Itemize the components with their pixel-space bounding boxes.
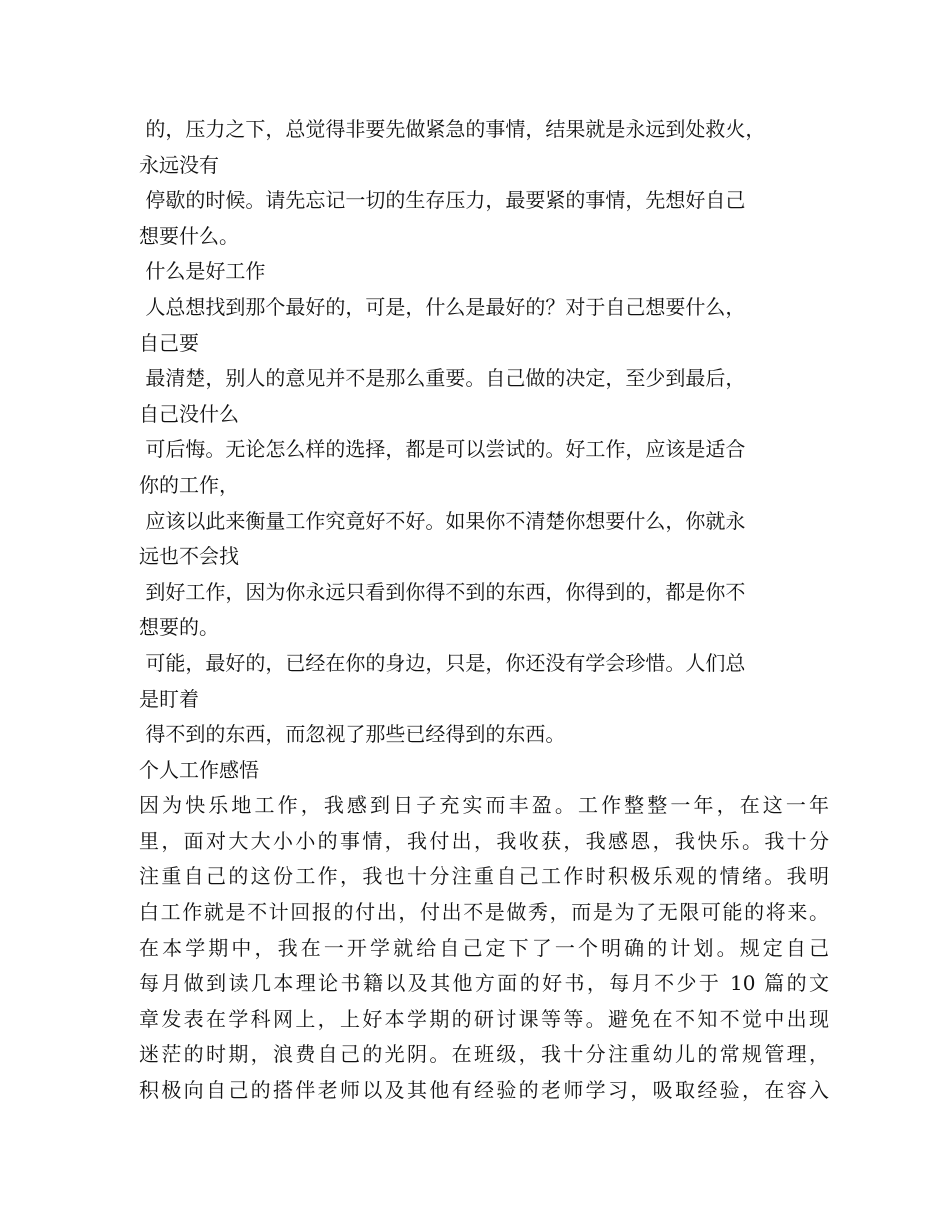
text-line: 章发表在学科网上，上好本学期的研讨课等等。避免在不知不觉中出现 [139, 1006, 829, 1031]
section-heading: 什么是好工作 [139, 259, 266, 284]
text-line: 里，面对大大小小的事情，我付出，我收获，我感恩，我快乐。我十分 [139, 828, 829, 853]
text-line: 可能，最好的，已经在你的身边，只是，你还没有学会珍惜。人们总 [139, 650, 746, 675]
text-line: 积极向自己的搭伴老师以及其他有经验的老师学习，吸取经验，在容入 [139, 1078, 829, 1103]
text-line: 迷茫的时期，浪费自己的光阴。在班级，我十分注重幼儿的常规管理， [139, 1042, 829, 1067]
text-line: 得不到的东西，而忽视了那些已经得到的东西。 [139, 722, 566, 747]
text-line: 是盯着 [139, 686, 199, 711]
text-line: 因为快乐地工作，我感到日子充实而丰盈。工作整整一年，在这一年 [139, 793, 829, 818]
text-line: 自己要 [139, 330, 199, 355]
text-line: 在本学期中，我在一开学就给自己定下了一个明确的计划。规定自己 [139, 935, 829, 960]
text-line: 人总想找到那个最好的，可是，什么是最好的？对于自己想要什么， [139, 294, 746, 319]
text-line: 应该以此来衡量工作究竟好不好。如果你不清楚你想要什么，你就永 [139, 508, 746, 533]
text-line: 的，压力之下，总觉得非要先做紧急的事情，结果就是永远到处救火， [139, 117, 766, 141]
text-line: 想要什么。 [139, 223, 239, 248]
text-line: 你的工作， [139, 472, 239, 497]
text-line: 自己没什么 [139, 401, 239, 426]
text-line: 远也不会找 [139, 544, 239, 569]
section-heading: 个人工作感悟 [139, 757, 259, 782]
text-line: 注重自己的这份工作，我也十分注重自己工作时积极乐观的情绪。我明 [139, 864, 829, 889]
text-line: 最清楚，别人的意见并不是那么重要。自己做的决定，至少到最后， [139, 366, 746, 391]
text-line: 想要的。 [139, 615, 219, 640]
text-line: 停歇的时候。请先忘记一切的生存压力，最要紧的事情，先想好自己 [139, 188, 746, 213]
text-line: 到好工作，因为你永远只看到你得不到的东西，你得到的，都是你不 [139, 579, 746, 604]
text-line: 白工作就是不计回报的付出，付出不是做秀，而是为了无限可能的将来。 [139, 900, 829, 925]
text-line: 可后悔。无论怎么样的选择，都是可以尝试的。好工作，应该是适合 [139, 437, 746, 462]
document-page [139, 112, 829, 1109]
text-line: 每月做到读几本理论书籍以及其他方面的好书，每月不少于 10 篇的文 [139, 971, 829, 996]
text-line: 永远没有 [139, 152, 219, 177]
